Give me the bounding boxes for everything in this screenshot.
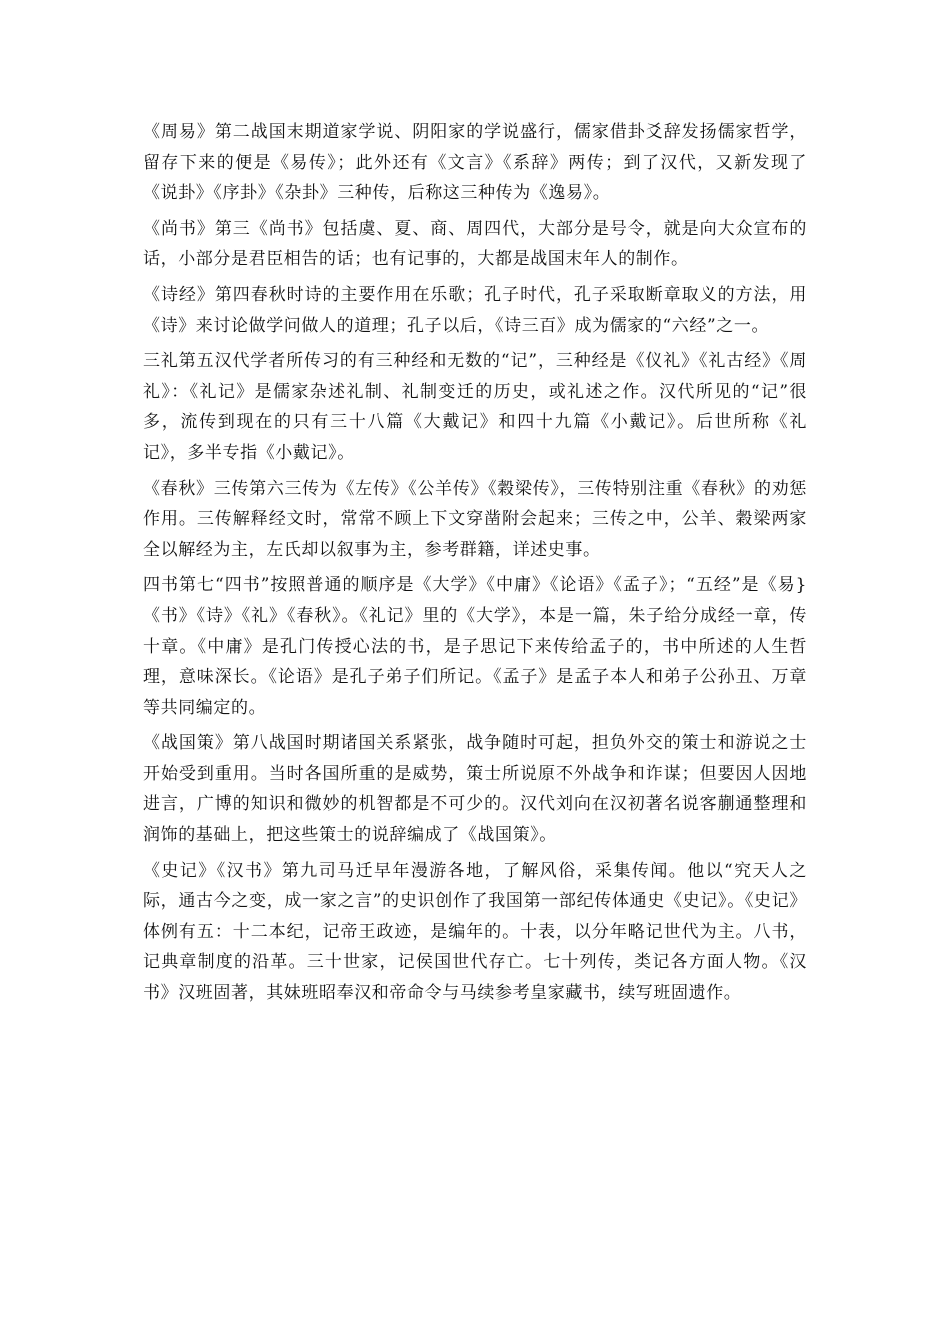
paragraph-sishu: 四书第七“四书”按照普通的顺序是《大学》《中庸》《论语》《孟子》；“五经”是《易}《书》《诗》《礼》《春秋》。《礼记》里的《大学》，本是一篇，朱子给分成经一章，传十章。《中庸》是孔门传授心法的书，是子思记下来传给孟子的，书中所述的人生哲理，意味深长。《论语》是孔子弟子们所记。《孟子》是孟子本人和弟子公孙丑、万章等共同编定的。 (143, 575, 807, 718)
document-body (143, 117, 807, 1014)
paragraph-chunqiu: 《春秋》三传第六三传为《左传》《公羊传》《穀梁传》，三传特别注重《春秋》的劝惩作用。三传解释经文时，常常不顾上下文穿凿附会起来；三传之中，公羊、穀梁两家全以解经为主，左氏却以叙事为主，参考群籍，详述史事。 (143, 478, 807, 560)
paragraph-sanli: 三礼第五汉代学者所传习的有三种经和无数的“记”，三种经是《仪礼》《礼古经》《周礼》：《礼记》是儒家杂述礼制、礼制变迁的历史，或礼述之作。汉代所见的“记”很多，流传到现在的只有三十八篇《大戴记》和四十九篇《小戴记》。后世所称《礼记》，多半专指《小戴记》。 (143, 351, 807, 463)
paragraph-zhouyi: 《周易》第二战国末期道家学说、阴阳家的学说盛行，儒家借卦爻辞发扬儒家哲学，留存下来的便是《易传》；此外还有《文言》《系辞》两传；到了汉代，又新发现了《说卦》《序卦》《杂卦》三种传，后称这三种传为《逸易》。 (143, 122, 807, 204)
paragraph-shiji-hanshu: 《史记》《汉书》第九司马迁早年漫游各地，了解风俗，采集传闻。他以“究天人之际，通古今之变，成一家之言”的史识创作了我国第一部纪传体通史《史记》。《史记》体例有五：十二本纪，记帝王政迹，是编年的。十表，以分年略记世代为主。八书，记典章制度的沿革。三十世家，记侯国世代存亡。七十列传，类记各方面人物。《汉书》汉班固著，其妹班昭奉汉和帝命令与马续参考皇家藏书，续写班固遗作。 (143, 860, 807, 1004)
paragraph-zhanguoce: 《战国策》第八战国时期诸国关系紧张，战争随时可起，担负外交的策士和游说之士开始受到重用。当时各国所重的是威势，策士所说原不外战争和诈谋；但要因人因地进言，广博的知识和微妙的机智都是不可少的。汉代刘向在汉初著名说客蒯通整理和润饰的基础上，把这些策士的说辞编成了《战国策》。 (143, 733, 807, 846)
paragraph-shijing: 《诗经》第四春秋时诗的主要作用在乐歌；孔子时代，孔子采取断章取义的方法，用《诗》来讨论做学问做人的道理；孔子以后，《诗三百》成为儒家的“六经”之一。 (143, 284, 807, 336)
paragraph-shangshu: 《尚书》第三《尚书》包括虞、夏、商、周四代，大部分是号令，就是向大众宣布的话，小部分是君臣相告的话；也有记事的，大都是战国末年人的制作。 (143, 218, 807, 270)
